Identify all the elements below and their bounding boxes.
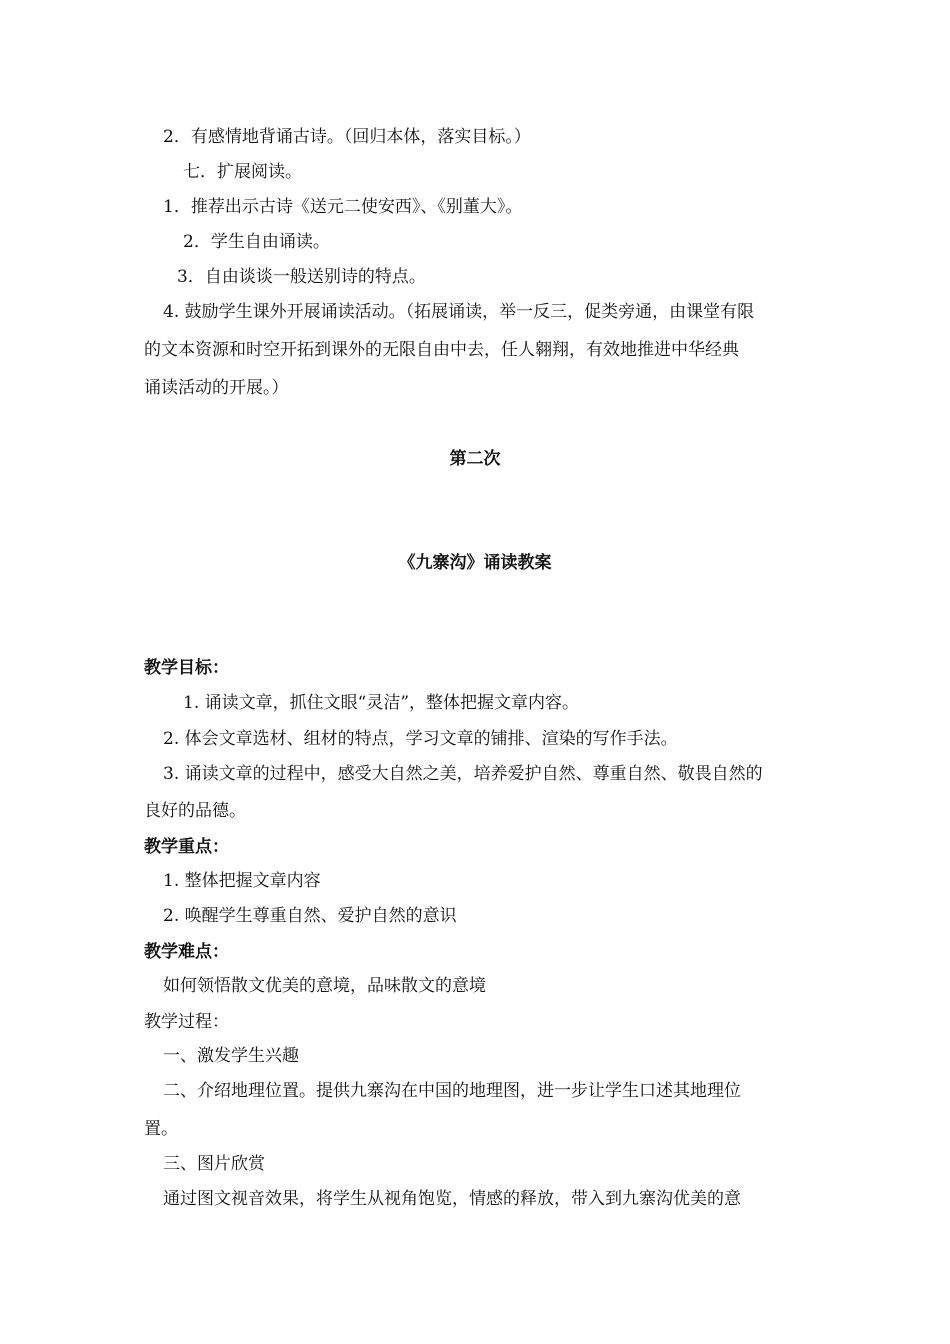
objective-item: 2. 体会文章选材、组材的特点，学习文章的铺排、渲染的写作手法。 — [163, 729, 678, 749]
process-label: 教学过程： — [144, 1012, 229, 1032]
text-line: 1．推荐出示古诗《送元二使安西》、《别董大》。 — [163, 197, 523, 217]
key-points-label: 教学重点： — [144, 837, 229, 857]
text-line: 3．自由谈谈一般送别诗的特点。 — [177, 267, 426, 287]
objective-item-continuation: 良好的品德。 — [144, 801, 246, 821]
key-point-item: 1. 整体把握文章内容 — [163, 871, 321, 891]
process-step: 一、激发学生兴趣 — [163, 1046, 299, 1066]
section-heading-seven: 七．扩展阅读。 — [183, 162, 302, 182]
objective-item: 3. 诵读文章的过程中，感受大自然之美，培养爱护自然、尊重自然、敬畏自然的 — [163, 764, 763, 784]
key-point-item: 2. 唤醒学生尊重自然、爱护自然的意识 — [163, 906, 457, 926]
document-title: 《九寨沟》诵读教案 — [398, 553, 552, 573]
text-line: 诵读活动的开展。） — [144, 378, 289, 398]
difficulty-item: 如何领悟散文优美的意境，品味散文的意境 — [163, 976, 486, 996]
text-line: 2．学生自由诵读。 — [183, 232, 330, 252]
objective-item: 1. 诵读文章，抓住文眼“灵洁”，整体把握文章内容。 — [183, 693, 580, 713]
process-step: 二、介绍地理位置。提供九寨沟在中国的地理图，进一步让学生口述其地理位 — [163, 1081, 741, 1101]
objectives-label: 教学目标： — [144, 658, 229, 678]
difficulties-label: 教学难点： — [144, 942, 229, 962]
text-line: 2．有感情地背诵古诗。（回归本体，落实目标。） — [163, 127, 531, 147]
text-line: 4. 鼓励学生课外开展诵读活动。（拓展诵读，举一反三，促类旁通，由课堂有限 — [163, 302, 755, 322]
process-step: 通过图文视音效果，将学生从视角饱览，情感的释放，带入到九寨沟优美的意 — [163, 1189, 741, 1209]
text-line: 的文本资源和时空开拓到课外的无限自由中去，任人翱翔，有效地推进中华经典 — [144, 340, 739, 360]
process-step-continuation: 置。 — [144, 1119, 178, 1139]
process-step: 三、图片欣赏 — [163, 1154, 265, 1174]
session-heading: 第二次 — [449, 449, 501, 469]
